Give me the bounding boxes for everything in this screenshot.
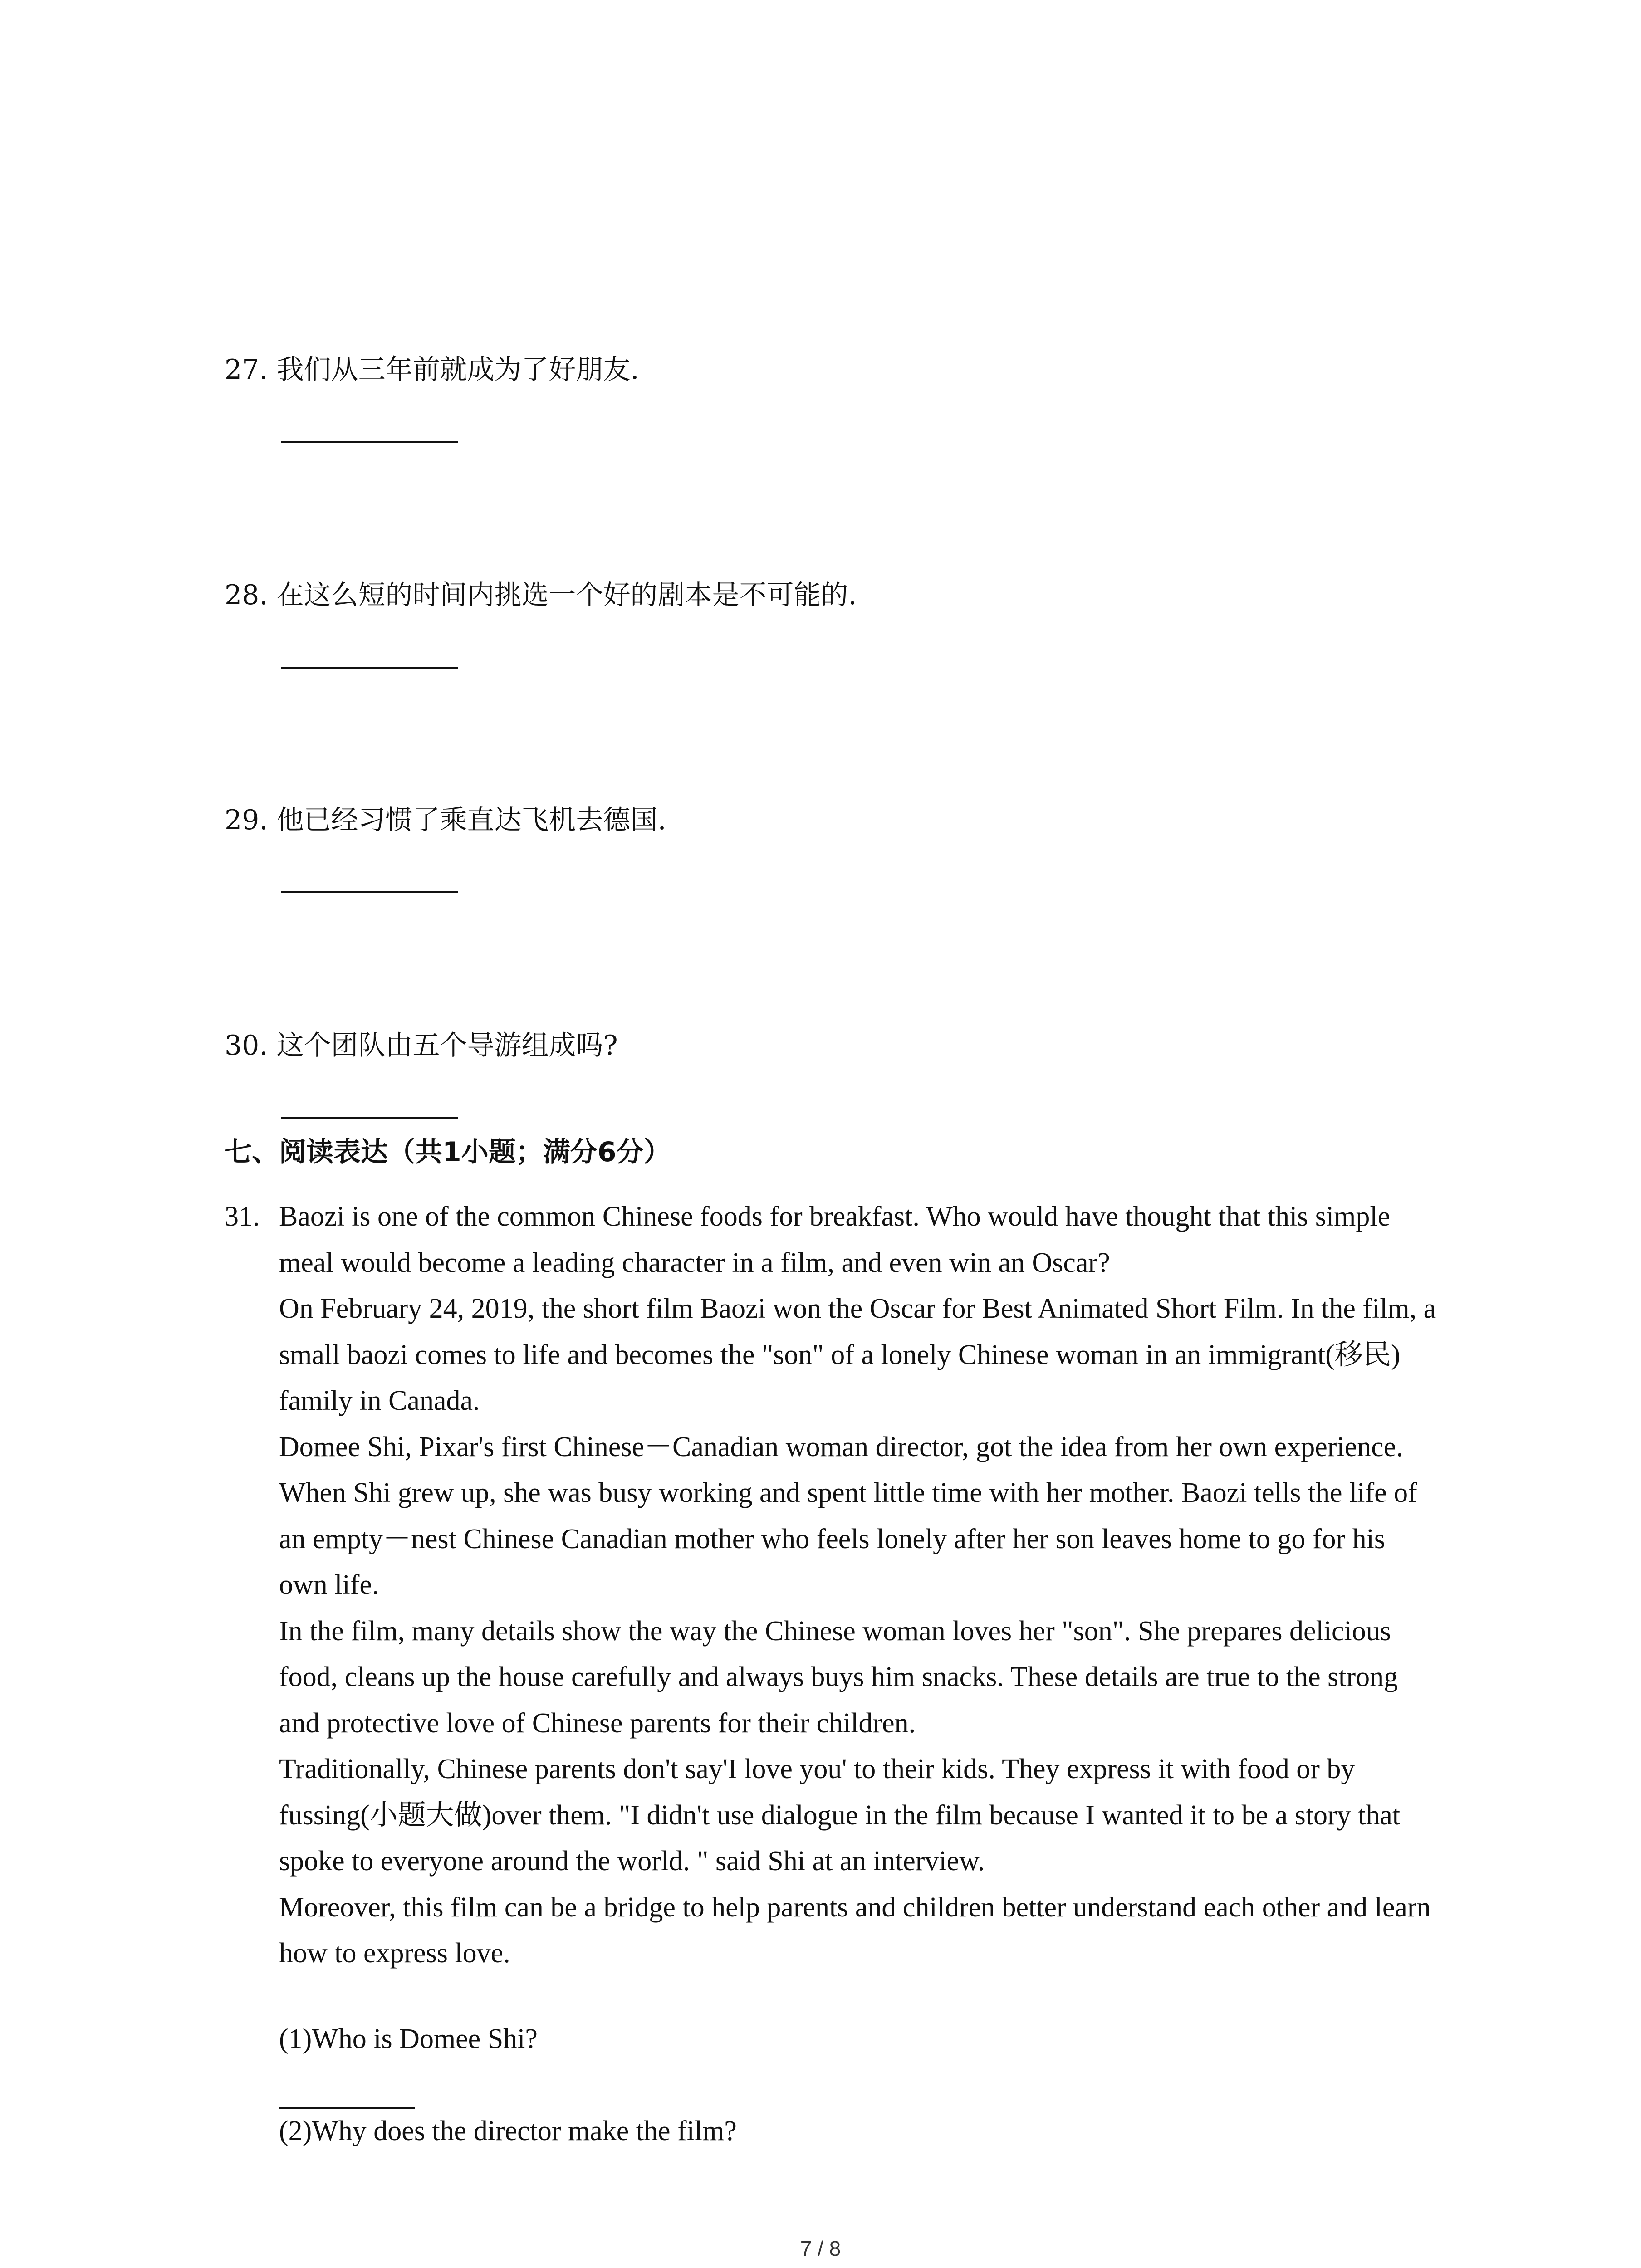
passage-paragraph: Traditionally, Chinese parents don't say'I love you' to their kids. They express it with food or by fussing(小题大做)over them. "I didn't use dialogue in the film because I wanted it to be a story that spoke to everyone around the world. " said Shi at an interview. <box>279 1754 1401 1877</box>
question-30: 30. 这个团队由五个导游组成吗? <box>225 1030 618 1061</box>
page-number: 7 / 8 <box>800 2237 841 2260</box>
passage-paragraph: Domee Shi, Pixar's first Chinese－Canadian woman director, got the idea from her own experience. When Shi grew up, she was busy working and spent little time with her mother. Baozi tells the life of an empty－nest Chinese Canadian mother who feels lonely after her son leaves home to go for his own life. <box>279 1431 1417 1600</box>
question-31-number: 31. <box>225 1201 260 1232</box>
question-29: 29. 他已经习惯了乘直达飞机去德国. <box>225 804 666 836</box>
reading-passage <box>279 1194 1440 1977</box>
question-27: 27. 我们从三年前就成为了好朋友. <box>225 354 639 386</box>
passage-paragraph: In the film, many details show the way the Chinese woman loves her "son". She prepares delicious food, cleans up the house carefully and always buys him snacks. These details are true to the strong and protective love of Chinese parents for their children. <box>279 1615 1398 1739</box>
passage-paragraph: Baozi is one of the common Chinese foods for breakfast. Who would have thought that this simple meal would become a leading character in a film, and even win an Oscar? <box>279 1201 1391 1278</box>
answer-blank-29[interactable] <box>281 891 458 893</box>
sub-question-2: (2)Why does the director make the film? <box>279 2116 737 2146</box>
sub-question-1: (1)Who is Domee Shi? <box>279 2024 538 2054</box>
answer-blank-30[interactable] <box>281 1117 458 1119</box>
answer-blank-28[interactable] <box>281 667 458 669</box>
passage-paragraph: On February 24, 2019, the short film Baozi won the Oscar for Best Animated Short Film. In the film, a small baozi comes to life and becomes the "son" of a lonely Chinese woman in an immigrant(移民) family in Canada. <box>279 1293 1436 1416</box>
answer-blank-27[interactable] <box>281 441 458 443</box>
question-28: 28. 在这么短的时间内挑选一个好的剧本是不可能的. <box>225 579 857 611</box>
section-heading: 七、阅读表达（共1小题；满分6分） <box>225 1136 671 1168</box>
passage-paragraph: Moreover, this film can be a bridge to help parents and children better understand each other and learn how to express love. <box>279 1892 1431 1969</box>
